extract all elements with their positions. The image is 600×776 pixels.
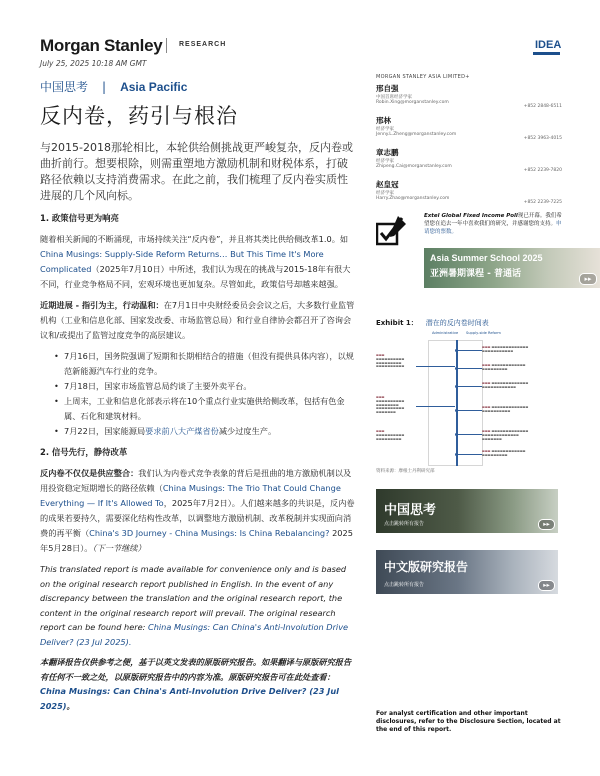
chinese-reports-banner[interactable] xyxy=(376,550,558,594)
analyst-email[interactable]: Zhipeng.Cai@morganstanley.com xyxy=(376,164,452,169)
analyst-card xyxy=(376,83,562,112)
exhibit-title: 潜在的反内卷时间表 xyxy=(425,319,489,327)
report-link-rebalancing[interactable]: China's 3D Journey - China Musings: Is China Rebalancing? xyxy=(89,528,330,538)
timeline-event: ▬▬▬ ▬▬▬▬▬▬▬▬▬▬▬▬▬ ▬▬▬▬▬▬▬▬▬▬▬ xyxy=(482,345,529,353)
original-report-link[interactable]: China Musings: Can China's Anti-Involution Drive Deliver? (23 Jul 2025). xyxy=(40,622,349,647)
paragraph-1-text-a: 随着相关新闻的不断涌现，市场持续关注“反内卷”，并且将其类比供给侧改革1.0。如 xyxy=(40,234,349,244)
analyst-name: 赵皇冠 xyxy=(376,180,399,189)
article-body xyxy=(40,140,358,719)
analyst-card xyxy=(376,115,562,144)
analyst-phone: +852 2239-7225 xyxy=(523,200,562,205)
disclaimer-chinese xyxy=(40,655,358,713)
summer-school-title: Asia Summer School 2025 xyxy=(430,253,543,263)
firm-name: MORGAN STANLEY ASIA LIMITED+ xyxy=(376,74,470,80)
timeline-connector xyxy=(458,410,482,411)
analyst-role: 经济学家 xyxy=(376,191,394,196)
timeline-event: ▬▬▬ ▬▬▬▬▬▬▬▬▬▬▬▬ ▬▬▬▬▬▬▬▬▬ xyxy=(482,449,526,457)
timeline-connector xyxy=(458,368,482,369)
paragraph-2-text: 在7月1日中央财经委员会会议之后，大多数行业监管机构（工业和信息化部、国家发改委、市场监管总局）和行业自律协会都召开了咨询会议和/或提出了监管过度竞争的高层建议。 xyxy=(40,300,355,340)
summer-school-subtitle: 亚洲暑期课程 - 普通话 xyxy=(430,269,522,279)
timeline-dot xyxy=(455,409,458,412)
paragraph-3-text-c: 2025年5月28日）。 xyxy=(40,528,353,553)
idea-tag-underline xyxy=(533,52,560,55)
bullet-4-text-b: 减少过度生产。 xyxy=(218,426,277,436)
china-musings-title: 中国思考 xyxy=(384,503,437,518)
series-label: 中国思考 xyxy=(40,80,89,94)
analyst-email[interactable]: Harry.Zhao@morganstanley.com xyxy=(376,196,450,201)
timeline-event: ▬▬▬ ▬▬▬▬▬▬▬▬▬▬▬▬▬ ▬▬▬▬▬▬▬▬▬▬▬▬ xyxy=(482,381,529,389)
timeline-event: ▬▬▬ ▬▬▬▬▬▬▬▬▬▬ ▬▬▬▬▬▬▬▬ ▬▬▬▬▬▬▬▬▬▬ ▬▬▬▬▬▬▬ xyxy=(376,395,405,415)
timeline-header-left: Administrative xyxy=(432,331,459,335)
paragraph-1-text-b: （2025年7月10日）中所述，我们认为现在的挑战与2015-18年有很大不同，行业竞争格局不同，宏观环境也更加复杂。尽管如此，政策信号却越来越强。 xyxy=(40,264,351,289)
timeline-event: ▬▬▬ ▬▬▬▬▬▬▬▬▬▬▬▬▬ ▬▬▬▬▬▬▬▬▬▬▬▬▬ ▬▬▬▬▬▬▬ xyxy=(482,429,529,441)
chinese-reports-title: 中文版研究报告 xyxy=(384,560,469,574)
exhibit-caption xyxy=(376,318,489,328)
timeline-connector xyxy=(458,386,482,387)
poll-text xyxy=(424,212,566,236)
analyst-panel xyxy=(376,74,562,208)
timeline-dot xyxy=(455,453,458,456)
bullet-4-text-a: 7月22日，国家能源局 xyxy=(64,426,146,436)
analyst-email[interactable]: Robin.Xing@morganstanley.com xyxy=(376,100,449,105)
exhibit-number: Exhibit 1： xyxy=(376,319,418,327)
brand-divider xyxy=(166,38,167,53)
paragraph-2 xyxy=(40,298,358,343)
analyst-card xyxy=(376,179,562,208)
analyst-name: 章志鹏 xyxy=(376,148,399,157)
timeline-figure xyxy=(376,330,562,466)
exhibit-source: 资料来源：摩根士丹利研究部 xyxy=(376,469,435,474)
timeline-dot xyxy=(455,385,458,388)
paragraph-3-text-b: ，2025年7月2日）。人们越来越多的共识是，反内卷的成果若要持久，需要深化结构性改革，以调整地方激励机制、改革税制并实现面向消费的再平衡（ xyxy=(40,498,355,538)
timeline-event: ▬▬▬ ▬▬▬▬▬▬▬▬▬▬▬▬ ▬▬▬▬▬▬▬▬▬ xyxy=(482,363,526,371)
brand-logo: Morgan Stanley xyxy=(40,36,163,55)
poll-title: Extel Global Fixed Income Poll xyxy=(424,213,518,219)
timeline-connector xyxy=(458,434,482,435)
analyst-card xyxy=(376,147,562,176)
poll-notice xyxy=(376,212,566,248)
china-musings-banner[interactable] xyxy=(376,489,558,533)
analyst-phone: +852 3963-4015 xyxy=(523,136,562,141)
report-link-supply-side[interactable]: China Musings: Supply-Side Reform Returns… But This Time It's More Complicated xyxy=(40,249,324,274)
paragraph-3 xyxy=(40,466,358,556)
summer-school-banner[interactable] xyxy=(424,248,600,288)
section-heading-2: 2. 信号先行，静待改革 xyxy=(40,447,128,457)
disclaimer-chinese-text: 本翻译报告仅供参考之便，基于以英文发表的原版研究报告。如果翻译与原版研究报告有任何不一致之处，以原版研究报告中的内容为准。原版研究报告可在此处查看： xyxy=(40,657,352,682)
paragraph-2-lead: 近期进展 - 指引为主，行动温和： xyxy=(40,300,164,310)
analyst-role: 经济学家 xyxy=(376,127,394,132)
report-link-trio[interactable]: China Musings: The Trio That Could Change Everything — If It's Allowed To xyxy=(40,483,341,508)
timeline-event: ▬▬▬ ▬▬▬▬▬▬▬▬▬▬ ▬▬▬▬▬▬▬▬▬ ▬▬▬▬▬▬▬▬▬▬ xyxy=(376,353,405,369)
continued-note: （下一节继续） xyxy=(92,543,146,553)
arrow-icon: ▸▸ xyxy=(538,580,555,591)
analyst-name: 邢林 xyxy=(376,116,391,125)
poll-vote-link[interactable]: 申请您的票数。 xyxy=(424,221,562,235)
timeline-header-right: Supply-side Reform xyxy=(466,331,501,335)
breadcrumb-separator: | xyxy=(102,80,107,94)
disclosure-note: For analyst certification and other important disclosures, refer to the Disclosure Section, located at the end of this report. xyxy=(376,710,561,733)
paragraph-1 xyxy=(40,232,358,292)
list-item: • 上周末，工业和信息化部表示将在10个重点行业实施供给侧改革，包括有色金属、石化和建筑材料。 xyxy=(40,394,358,424)
analyst-phone: +852 2848-6511 xyxy=(523,104,562,109)
ballot-check-icon xyxy=(376,212,410,248)
poll-message: 现已开幕。我们希望您在追去一年中喜欢我们的研究，并感谢您的支持。 xyxy=(424,213,562,227)
analyst-email[interactable]: Jenny.L.Zheng@morganstanley.com xyxy=(376,132,457,137)
timeline-event: ▬▬▬ ▬▬▬▬▬▬▬▬▬▬ ▬▬▬▬▬▬▬▬▬ xyxy=(376,429,405,441)
paragraph-3-lead: 反内卷不仅仅是供应整合： xyxy=(40,468,139,478)
china-musings-subtitle: 点击跳转所有报告 xyxy=(384,521,425,527)
arrow-icon: ▸▸ xyxy=(538,519,555,530)
timeline-event: ▬▬▬ ▬▬▬▬▬▬▬▬▬▬▬▬▬ ▬▬▬▬▬▬▬▬▬▬ xyxy=(482,405,529,413)
analyst-phone: +852 2239-7820 xyxy=(523,168,562,173)
timeline-dot xyxy=(455,349,458,352)
timeline-axis xyxy=(456,340,458,466)
idea-tag: IDEA xyxy=(535,39,562,51)
arrow-icon: ▸▸ xyxy=(579,273,597,285)
timeline-connector xyxy=(458,454,482,455)
disclaimer-english xyxy=(40,562,358,649)
timeline-connector xyxy=(458,350,482,351)
analyst-name: 邢自强 xyxy=(376,84,399,93)
analyst-role: 中国首席经济学家 xyxy=(376,95,412,100)
original-report-link-cn[interactable]: China Musings: Can China's Anti-Involution Drive Deliver? (23 Jul 2025) xyxy=(40,686,339,711)
update-list xyxy=(40,349,358,439)
section-heading-1: 1. 政策信号更为响亮 xyxy=(40,213,119,223)
disclaimer-english-text: This translated report is made available for convenience only and is based on the original research report published in English. In the event of any discrepancy between the translation and the original research report, the content in the original research report will prevail. The original research report can be found here: xyxy=(40,564,347,632)
page-title: 反内卷，药引与根治 xyxy=(40,104,238,128)
analyst-role: 经济学家 xyxy=(376,159,394,164)
lead-paragraph: 与2015-2018那轮相比，本轮供给侧挑战更严峻复杂，反内卷或曲折前行。想要根除，则需重塑地方激励机制和财税体系，打破路径依赖以支持消费需求。在此之前，我们梳理了反内卷实质性进展的几个风向标。 xyxy=(40,141,353,202)
list-item xyxy=(40,424,358,439)
chinese-reports-subtitle: 点击跳转所有报告 xyxy=(384,582,425,588)
breadcrumb xyxy=(40,78,187,95)
paragraph-3-text-a: 我们认为内卷式竞争表象的背后是扭曲的地方激励机制以及用投资稳定短期增长的路径依赖（ xyxy=(40,468,352,493)
list-item: • 7月16日，国务院强调了短期和长期相结合的措施（但没有提供具体内容），以规范新能源汽车行业的竞争。 xyxy=(40,349,358,379)
timeline-dot xyxy=(455,433,458,436)
list-item: • 7月18日，国家市场监管总局约谈了主要外卖平台。 xyxy=(40,379,358,394)
timeline-dot xyxy=(455,367,458,370)
disclaimer-chinese-end: 。 xyxy=(66,700,75,711)
energy-bureau-link[interactable]: 要求前八大产煤省份 xyxy=(145,426,219,436)
region-label: Asia Pacific xyxy=(120,80,188,94)
section-label: RESEARCH xyxy=(179,41,227,48)
publish-date: July 25, 2025 10:18 AM GMT xyxy=(40,59,147,68)
